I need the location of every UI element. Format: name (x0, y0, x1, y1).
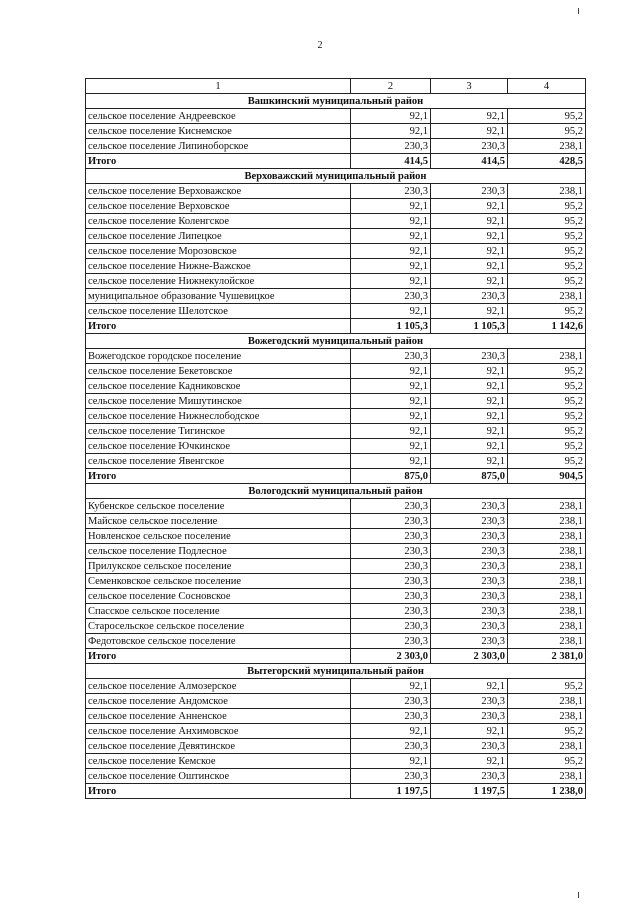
value-cell: 238,1 (508, 619, 586, 634)
value-cell: 92,1 (431, 199, 508, 214)
value-cell: 92,1 (351, 259, 431, 274)
table-row (86, 244, 586, 259)
value-cell: 92,1 (351, 304, 431, 319)
table-row (86, 364, 586, 379)
total-value: 1 105,3 (351, 319, 431, 334)
value-cell: 230,3 (431, 604, 508, 619)
table-row (86, 424, 586, 439)
region-header-row (86, 664, 586, 679)
value-cell: 238,1 (508, 739, 586, 754)
value-cell: 230,3 (351, 619, 431, 634)
value-cell: 230,3 (351, 739, 431, 754)
value-cell: 230,3 (351, 184, 431, 199)
value-cell: 230,3 (351, 604, 431, 619)
total-value: 1 197,5 (431, 784, 508, 799)
settlement-name: сельское поселение Анненское (86, 709, 351, 724)
table-row (86, 109, 586, 124)
total-row (86, 154, 586, 169)
value-cell: 92,1 (351, 679, 431, 694)
settlement-name: сельское поселение Ючкинское (86, 439, 351, 454)
value-cell: 230,3 (431, 739, 508, 754)
value-cell: 92,1 (351, 214, 431, 229)
table-row (86, 199, 586, 214)
value-cell: 230,3 (431, 769, 508, 784)
value-cell: 230,3 (351, 769, 431, 784)
table-row (86, 349, 586, 364)
value-cell: 95,2 (508, 409, 586, 424)
settlement-name: сельское поселение Явенгское (86, 454, 351, 469)
settlement-name: Кубенское сельское поселение (86, 499, 351, 514)
value-cell: 92,1 (431, 364, 508, 379)
total-value: 1 142,6 (508, 319, 586, 334)
value-cell: 95,2 (508, 394, 586, 409)
value-cell: 238,1 (508, 709, 586, 724)
settlement-name: сельское поселение Алмозерское (86, 679, 351, 694)
total-value: 414,5 (351, 154, 431, 169)
region-header-row (86, 334, 586, 349)
total-value: 414,5 (431, 154, 508, 169)
value-cell: 92,1 (351, 724, 431, 739)
value-cell: 230,3 (431, 514, 508, 529)
table-row (86, 439, 586, 454)
column-header: 4 (508, 79, 586, 94)
scan-mark (578, 892, 579, 898)
value-cell: 230,3 (431, 619, 508, 634)
scan-mark (578, 8, 579, 14)
table-row (86, 589, 586, 604)
settlement-name: сельское поселение Кадниковское (86, 379, 351, 394)
value-cell: 92,1 (351, 424, 431, 439)
total-label: Итого (86, 154, 351, 169)
settlement-name: сельское поселение Оштинское (86, 769, 351, 784)
value-cell: 230,3 (351, 589, 431, 604)
settlement-name: Старосельское сельское поселение (86, 619, 351, 634)
region-name: Верховажский муниципальный район (86, 169, 586, 184)
value-cell: 92,1 (351, 124, 431, 139)
value-cell: 238,1 (508, 499, 586, 514)
value-cell: 92,1 (351, 364, 431, 379)
table-row (86, 559, 586, 574)
settlement-name: сельское поселение Мишутинское (86, 394, 351, 409)
value-cell: 95,2 (508, 274, 586, 289)
value-cell: 95,2 (508, 244, 586, 259)
value-cell: 92,1 (431, 379, 508, 394)
table-row (86, 289, 586, 304)
value-cell: 92,1 (431, 724, 508, 739)
total-label: Итого (86, 784, 351, 799)
value-cell: 238,1 (508, 589, 586, 604)
value-cell: 230,3 (351, 544, 431, 559)
table-row (86, 754, 586, 769)
value-cell: 230,3 (351, 289, 431, 304)
value-cell: 230,3 (431, 499, 508, 514)
column-header: 2 (351, 79, 431, 94)
value-cell: 92,1 (431, 214, 508, 229)
table-row (86, 529, 586, 544)
table-row (86, 634, 586, 649)
value-cell: 95,2 (508, 679, 586, 694)
total-row (86, 649, 586, 664)
table-row (86, 184, 586, 199)
region-name: Вашкинский муниципальный район (86, 94, 586, 109)
value-cell: 92,1 (351, 754, 431, 769)
value-cell: 92,1 (431, 424, 508, 439)
settlement-name: муниципальное образование Чушевицкое (86, 289, 351, 304)
value-cell: 92,1 (351, 199, 431, 214)
value-cell: 92,1 (351, 109, 431, 124)
total-value: 875,0 (431, 469, 508, 484)
value-cell: 92,1 (431, 124, 508, 139)
table-row (86, 604, 586, 619)
value-cell: 238,1 (508, 574, 586, 589)
table-row (86, 724, 586, 739)
table-row (86, 619, 586, 634)
value-cell: 238,1 (508, 529, 586, 544)
table-row (86, 514, 586, 529)
value-cell: 238,1 (508, 694, 586, 709)
table-row (86, 544, 586, 559)
table-row (86, 574, 586, 589)
value-cell: 92,1 (351, 409, 431, 424)
settlement-name: сельское поселение Шелотское (86, 304, 351, 319)
value-cell: 238,1 (508, 604, 586, 619)
value-cell: 230,3 (431, 634, 508, 649)
total-value: 2 381,0 (508, 649, 586, 664)
value-cell: 230,3 (351, 139, 431, 154)
value-cell: 92,1 (431, 229, 508, 244)
value-cell: 92,1 (351, 244, 431, 259)
value-cell: 92,1 (431, 394, 508, 409)
region-header-row (86, 169, 586, 184)
value-cell: 238,1 (508, 139, 586, 154)
value-cell: 95,2 (508, 754, 586, 769)
value-cell: 230,3 (351, 529, 431, 544)
settlement-name: сельское поселение Девятинское (86, 739, 351, 754)
value-cell: 95,2 (508, 454, 586, 469)
value-cell: 92,1 (351, 274, 431, 289)
value-cell: 230,3 (431, 289, 508, 304)
value-cell: 230,3 (431, 589, 508, 604)
column-header-row (86, 79, 586, 94)
value-cell: 92,1 (431, 754, 508, 769)
table-row (86, 274, 586, 289)
table-row (86, 709, 586, 724)
value-cell: 95,2 (508, 214, 586, 229)
total-value: 875,0 (351, 469, 431, 484)
value-cell: 238,1 (508, 289, 586, 304)
table-row (86, 769, 586, 784)
value-cell: 238,1 (508, 634, 586, 649)
table-row (86, 394, 586, 409)
settlement-name: сельское поселение Коленгское (86, 214, 351, 229)
total-value: 1 197,5 (351, 784, 431, 799)
value-cell: 238,1 (508, 544, 586, 559)
settlement-name: сельское поселение Андреевское (86, 109, 351, 124)
settlement-name: сельское поселение Сосновское (86, 589, 351, 604)
region-name: Вологодский муниципальный район (86, 484, 586, 499)
column-header: 3 (431, 79, 508, 94)
value-cell: 95,2 (508, 724, 586, 739)
value-cell: 95,2 (508, 439, 586, 454)
value-cell: 92,1 (351, 454, 431, 469)
settlement-name: сельское поселение Анхимовское (86, 724, 351, 739)
settlement-name: сельское поселение Нижнекулойское (86, 274, 351, 289)
settlement-name: сельское поселение Верховское (86, 199, 351, 214)
settlement-name: Вожегодское городское поселение (86, 349, 351, 364)
table-row (86, 739, 586, 754)
settlement-name: Новленское сельское поселение (86, 529, 351, 544)
settlement-name: сельское поселение Андомское (86, 694, 351, 709)
total-value: 428,5 (508, 154, 586, 169)
value-cell: 95,2 (508, 379, 586, 394)
value-cell: 95,2 (508, 199, 586, 214)
value-cell: 92,1 (351, 229, 431, 244)
value-cell: 92,1 (431, 109, 508, 124)
value-cell: 230,3 (351, 574, 431, 589)
total-row (86, 469, 586, 484)
value-cell: 95,2 (508, 229, 586, 244)
table-row (86, 679, 586, 694)
value-cell: 230,3 (431, 544, 508, 559)
table-row (86, 229, 586, 244)
settlement-name: сельское поселение Нижнеслободское (86, 409, 351, 424)
value-cell: 230,3 (431, 349, 508, 364)
total-value: 904,5 (508, 469, 586, 484)
value-cell: 230,3 (351, 349, 431, 364)
value-cell: 92,1 (431, 454, 508, 469)
table-row (86, 379, 586, 394)
value-cell: 95,2 (508, 424, 586, 439)
value-cell: 92,1 (431, 259, 508, 274)
settlement-name: сельское поселение Морозовское (86, 244, 351, 259)
table-row (86, 409, 586, 424)
value-cell: 230,3 (351, 709, 431, 724)
value-cell: 230,3 (431, 184, 508, 199)
column-header: 1 (86, 79, 351, 94)
value-cell: 238,1 (508, 184, 586, 199)
settlement-name: сельское поселение Верховажское (86, 184, 351, 199)
table-row (86, 304, 586, 319)
value-cell: 230,3 (351, 694, 431, 709)
value-cell: 95,2 (508, 364, 586, 379)
value-cell: 92,1 (351, 439, 431, 454)
total-row (86, 319, 586, 334)
value-cell: 230,3 (431, 694, 508, 709)
settlement-name: сельское поселение Тигинское (86, 424, 351, 439)
table-row (86, 454, 586, 469)
value-cell: 92,1 (431, 679, 508, 694)
settlement-name: Семенковское сельское поселение (86, 574, 351, 589)
value-cell: 92,1 (431, 244, 508, 259)
total-value: 1 238,0 (508, 784, 586, 799)
total-row (86, 784, 586, 799)
value-cell: 95,2 (508, 109, 586, 124)
table-row (86, 499, 586, 514)
settlement-name: сельское поселение Бекетовское (86, 364, 351, 379)
total-label: Итого (86, 469, 351, 484)
region-name: Вытегорский муниципальный район (86, 664, 586, 679)
settlement-name: сельское поселение Липиноборское (86, 139, 351, 154)
total-value: 2 303,0 (351, 649, 431, 664)
value-cell: 230,3 (351, 559, 431, 574)
value-cell: 92,1 (431, 439, 508, 454)
value-cell: 230,3 (431, 709, 508, 724)
table-row (86, 694, 586, 709)
settlement-name: Федотовское сельское поселение (86, 634, 351, 649)
value-cell: 230,3 (431, 139, 508, 154)
value-cell: 230,3 (351, 499, 431, 514)
settlement-name: сельское поселение Подлесное (86, 544, 351, 559)
value-cell: 238,1 (508, 559, 586, 574)
total-value: 2 303,0 (431, 649, 508, 664)
value-cell: 230,3 (431, 559, 508, 574)
value-cell: 92,1 (431, 304, 508, 319)
total-value: 1 105,3 (431, 319, 508, 334)
total-label: Итого (86, 319, 351, 334)
value-cell: 238,1 (508, 769, 586, 784)
table-row (86, 139, 586, 154)
value-cell: 230,3 (351, 514, 431, 529)
settlement-name: Прилукское сельское поселение (86, 559, 351, 574)
page-number: 2 (317, 40, 323, 51)
settlement-name: сельское поселение Нижне-Важское (86, 259, 351, 274)
settlement-name: Спасское сельское поселение (86, 604, 351, 619)
value-cell: 230,3 (431, 529, 508, 544)
region-name: Вожегодский муниципальный район (86, 334, 586, 349)
value-cell: 238,1 (508, 514, 586, 529)
region-header-row (86, 94, 586, 109)
region-header-row (86, 484, 586, 499)
value-cell: 92,1 (351, 394, 431, 409)
value-cell: 92,1 (351, 379, 431, 394)
total-label: Итого (86, 649, 351, 664)
value-cell: 95,2 (508, 304, 586, 319)
budget-table (85, 78, 586, 799)
value-cell: 92,1 (431, 409, 508, 424)
value-cell: 92,1 (431, 274, 508, 289)
table-row (86, 259, 586, 274)
value-cell: 95,2 (508, 259, 586, 274)
settlement-name: сельское поселение Киснемское (86, 124, 351, 139)
settlement-name: сельское поселение Липецкое (86, 229, 351, 244)
value-cell: 238,1 (508, 349, 586, 364)
value-cell: 95,2 (508, 124, 586, 139)
settlement-name: Майское сельское поселение (86, 514, 351, 529)
value-cell: 230,3 (431, 574, 508, 589)
table-row (86, 124, 586, 139)
settlement-name: сельское поселение Кемское (86, 754, 351, 769)
value-cell: 230,3 (351, 634, 431, 649)
table-row (86, 214, 586, 229)
